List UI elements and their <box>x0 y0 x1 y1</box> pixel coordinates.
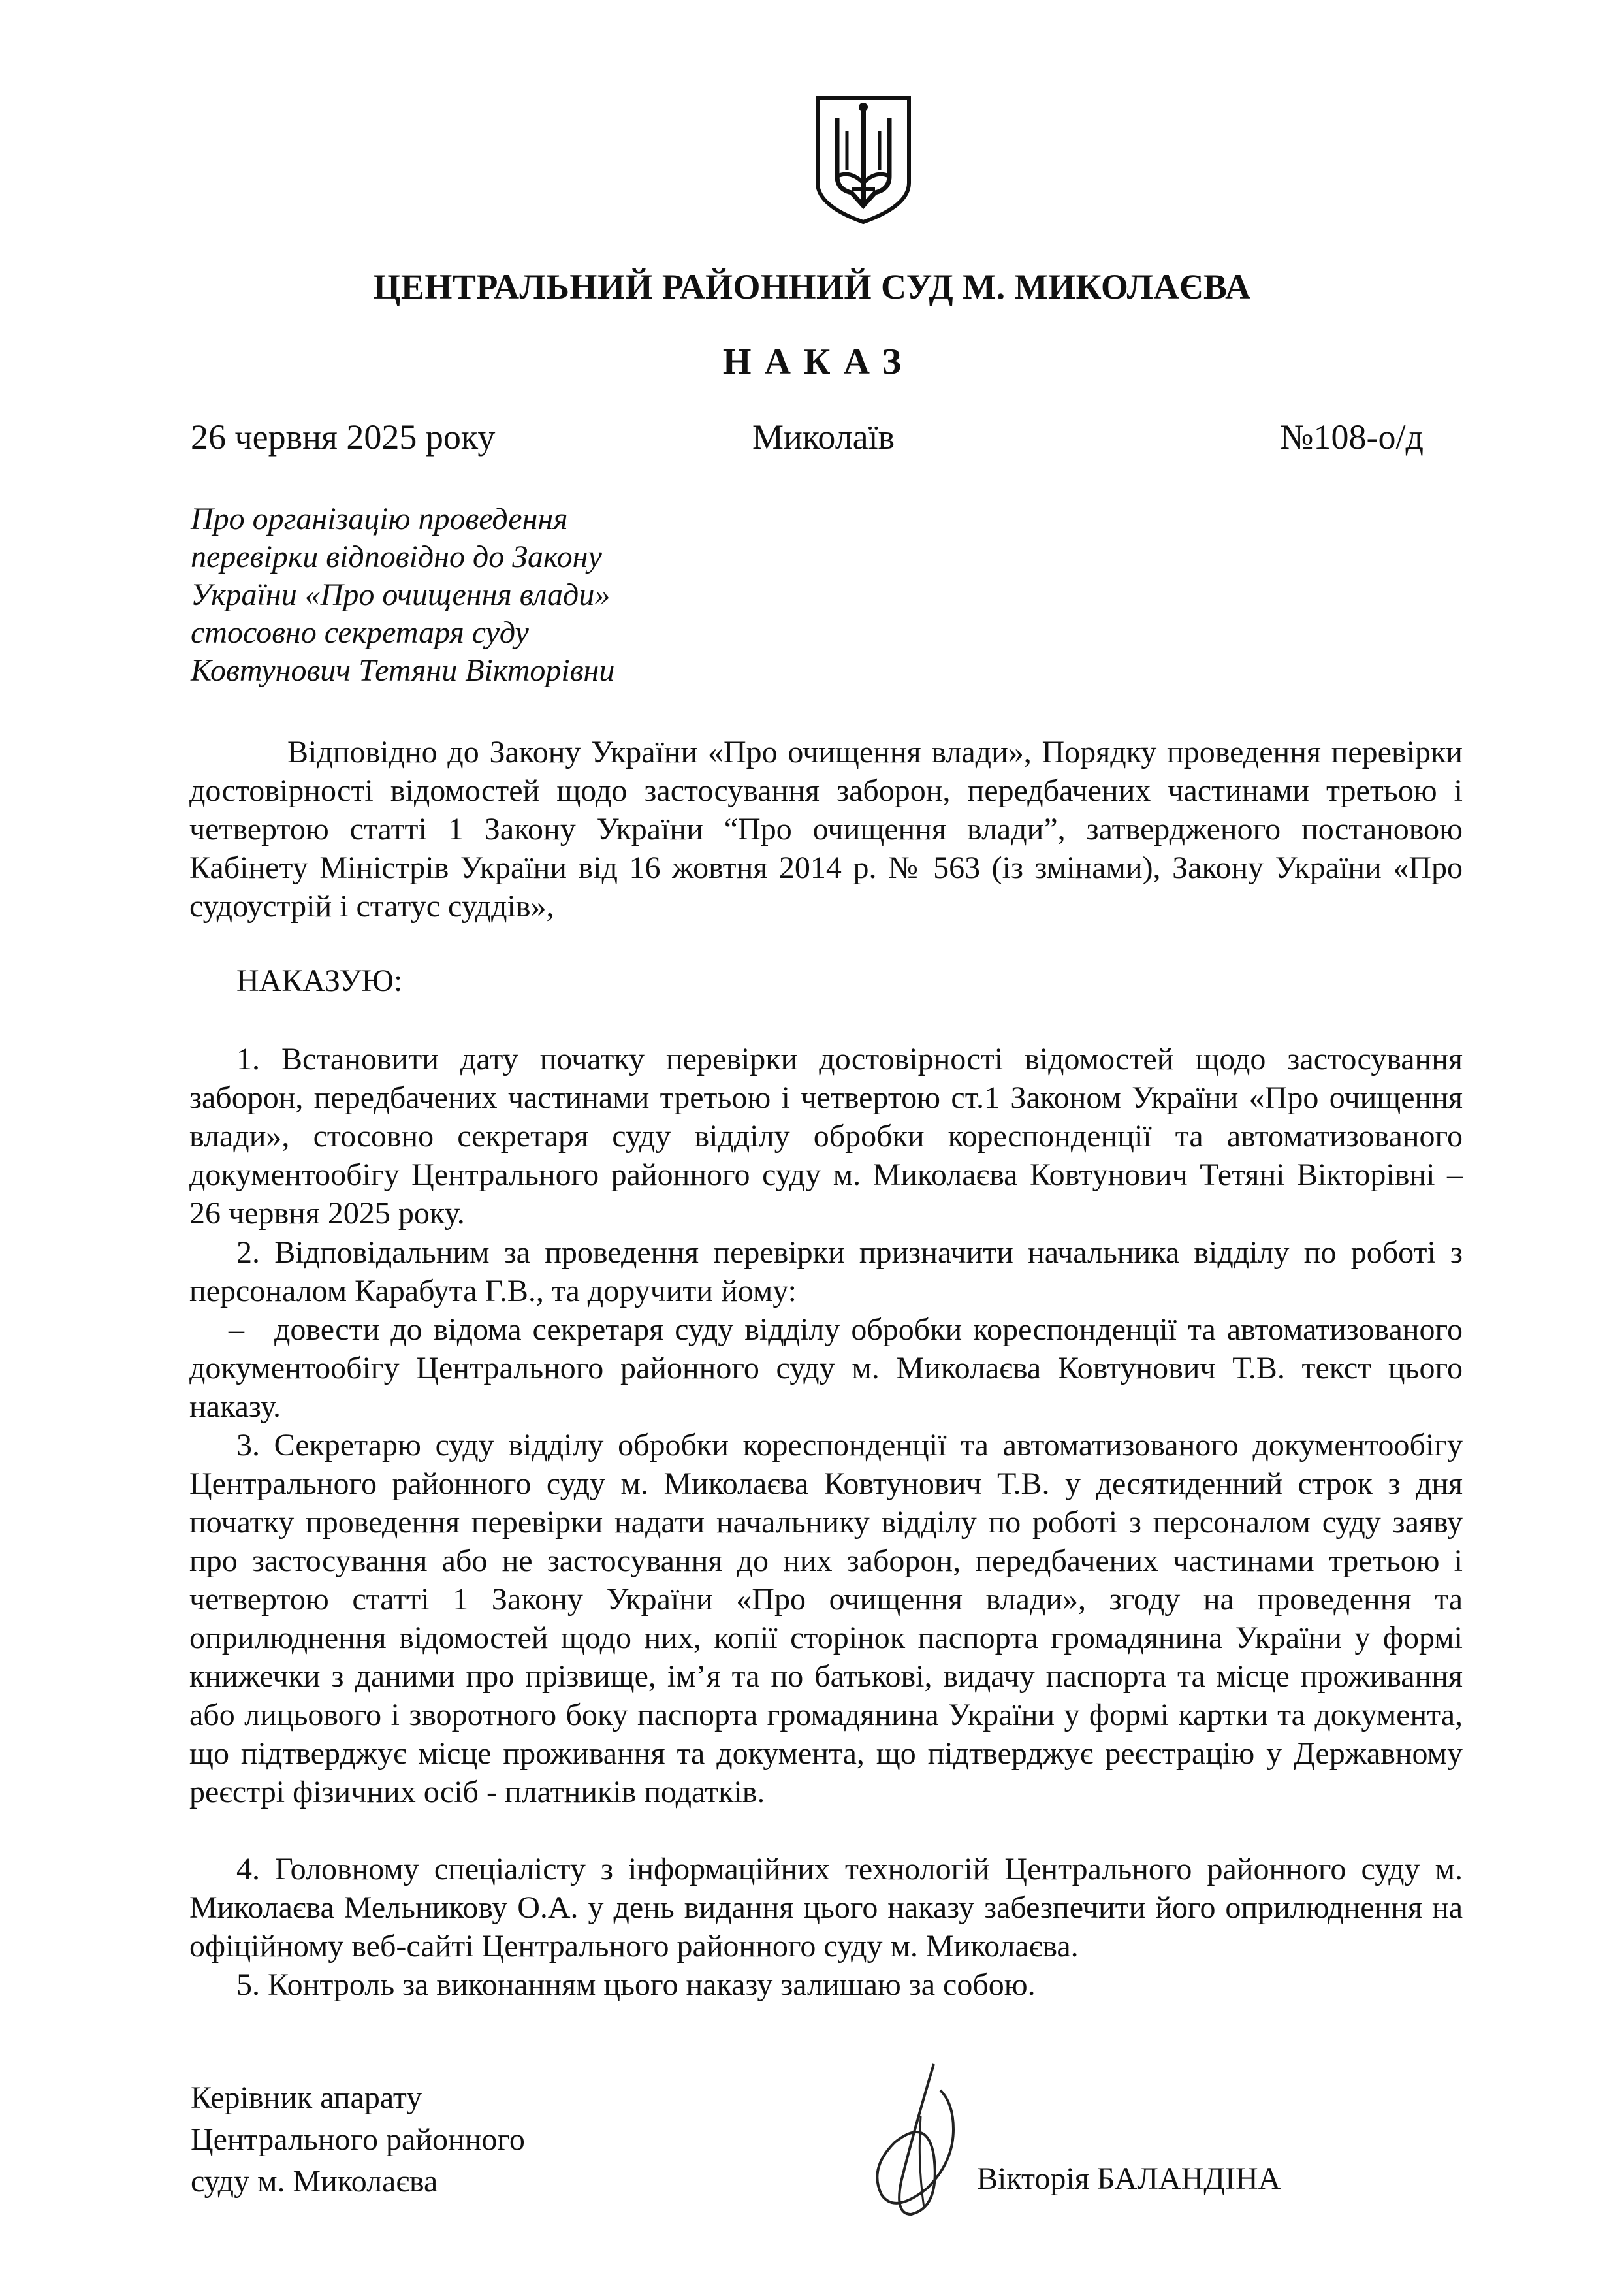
order-item-2-subitem <box>189 1310 1463 1426</box>
subject-line: Про організацію проведення <box>191 502 568 536</box>
subject-line: Ковтунович Тетяни Вікторівни <box>191 653 615 688</box>
subitem-text: довести до відома секретаря суду відділу обробки кореспонденції та автоматизованого документообігу Центрального районного суду м. Миколаєва Ковтунович Т.В. текст цього наказу. <box>189 1312 1463 1424</box>
signatory-position <box>191 2077 525 2203</box>
order-subject <box>191 500 700 690</box>
document-type: НАКАЗ <box>722 342 915 382</box>
order-item-4: 4. Головному спеціалісту з інформаційних технологій Центрального районного суду м. Миколаєва Мельникову О.А. у день видання цього наказу забезпечити його оприлюднення на офіційному веб-сайті Центрального районного суду м. Миколаєва. <box>189 1852 1463 1963</box>
signatory-name: Вікторія БАЛАНДІНА <box>977 2161 1281 2196</box>
position-line: Керівник апарату <box>191 2080 422 2115</box>
subject-line: стосовно секретаря суду <box>191 615 529 650</box>
order-date: 26 червня 2025 року <box>191 417 496 457</box>
order-item-1: 1. Встановити дату початку перевірки достовірності відомостей щодо застосування заборон, передбачених частинами третьою і четвертою ст.1 Законом України «Про очищення влади», стосовно секретаря суду відділу обробки кореспонденції та автоматизованого документообігу Центрального районного суду м. Миколаєва Ковтунович Тетяні Вікторівні – 26 червня 2025 року. <box>189 1042 1463 1231</box>
subject-line: перевірки відповідно до Закону <box>191 540 602 574</box>
court-name: ЦЕНТРАЛЬНИЙ РАЙОННИЙ СУД М. МИКОЛАЄВА <box>373 267 1251 306</box>
preamble-paragraph: Відповідно до Закону України «Про очищення влади», Порядку проведення перевірки достовірності відомостей щодо застосування заборон, передбачених частинами третьою і четвертою статті 1 Закону України “Про очищення влади”, затвердженого постановою Кабінету Міністрів України від 16 жовтня 2014 р. № 563 (із змінами), Закону України «Про судоустрій і статус суддів», <box>189 735 1463 924</box>
order-city: Миколаїв <box>752 417 895 457</box>
subject-line: України «Про очищення влади» <box>191 577 611 612</box>
position-line: суду м. Миколаєва <box>191 2164 438 2199</box>
order-item-2: 2. Відповідальним за проведення перевірки призначити начальника відділу по роботі з персоналом Карабута Г.В., та доручити йому: <box>189 1235 1463 1308</box>
order-number: №108-о/д <box>1280 417 1424 457</box>
order-heading: НАКАЗУЮ: <box>236 963 403 998</box>
order-item-5: 5. Контроль за виконанням цього наказу залишаю за собою. <box>236 1967 1036 2002</box>
order-item-3: 3. Секретарю суду відділу обробки кореспонденції та автоматизованого документообігу Центрального районного суду м. Миколаєва Ковтунович Т.В. у десятиденний строк з дня початку проведення перевірки надати начальнику відділу по роботі з персоналом суду заяву про застосування або не застосування до них заборон, передбачених частинами третьою і четвертою статті 1 Закону України «Про очищення влади», згоду на проведення та оприлюднення відомостей щодо них, копії сторінок паспорта громадянина України у формі книжечки з даними про прізвище, ім’я та по батькові, видачу паспорта та місце проживання або лицьового і зворотного боку паспорта громадянина України у формі картки та документа, що підтверджує місце проживання та документа, що підтверджує реєстрацію у Державному реєстрі фізичних осіб - платників податків. <box>189 1428 1463 1809</box>
handwritten-signature <box>855 2051 979 2247</box>
position-line: Центрального районного <box>191 2122 525 2157</box>
dash-marker: – <box>229 1312 244 1347</box>
coat-of-arms-emblem <box>811 91 915 229</box>
